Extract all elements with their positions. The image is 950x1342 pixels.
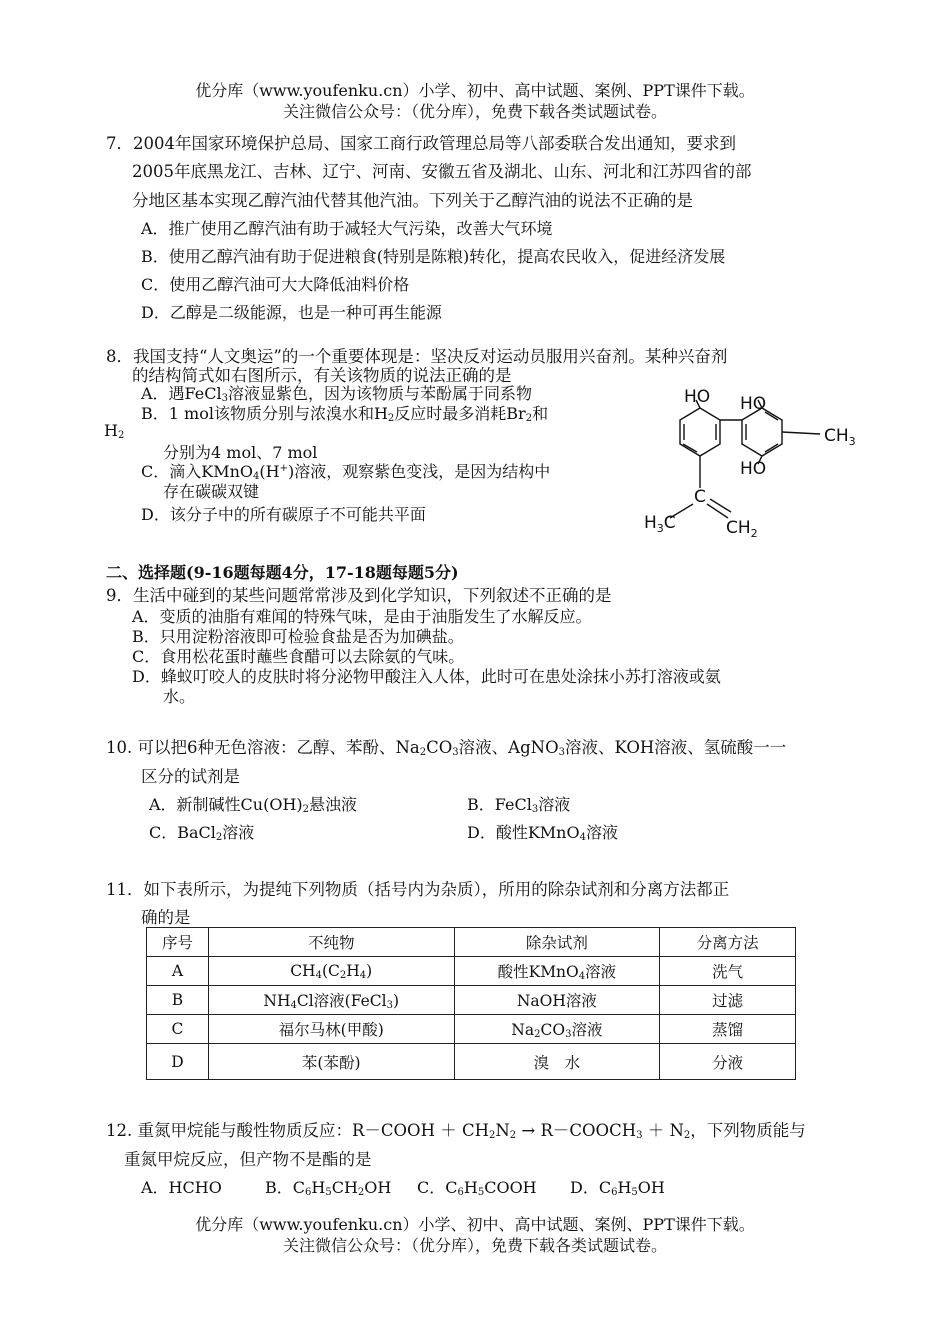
- q12-option-a: A．HCHO: [141, 1178, 222, 1197]
- table-cell-id: C: [147, 1015, 209, 1044]
- q12-stem-line-1: 12. 重氮甲烷能与酸性物质反应：R－COOH ＋ $CH_2N_2$ → $R-COOCH_3 + N_2$，下列物质能与: [106, 1121, 806, 1141]
- table-row: [147, 986, 796, 1015]
- q11-stem-line-1: 11．如下表所示，为提纯下列物质（括号内为杂质），所用的除杂试剂和分离方法都正: [106, 880, 730, 899]
- footer-line-1: 优分库（www.youfenku.cn）小学、初中、高中试题、案例、PPT课件下载。: [195, 1215, 755, 1234]
- table-cell-impure: 福尔马林(甲酸): [208, 1015, 454, 1044]
- q8-stem-line-1: 8．我国支持“人文奥运”的一个重要体现是：坚决反对运动员服用兴奋剂。某种兴奋剂: [106, 347, 728, 366]
- q11-table: [146, 927, 796, 1080]
- table-cell-reagent: 酸性KMnO$_4$溶液: [454, 957, 660, 986]
- q8-option-b: B．1 mol该物质分别与浓溴水和$H_2$反应时最多消耗$Br_2$和: [141, 404, 549, 424]
- q8-option-b-line-2: 分别为4 mol、7 mol: [163, 443, 318, 462]
- q10-stem-line-1: 10. 可以把6种无色溶液：乙醇、苯酚、$Na_2CO_3$溶液、AgNO$_3$溶液、KOH溶液、氢硫酸一一: [106, 738, 787, 758]
- table-cell-reagent: 溴 水: [454, 1044, 660, 1080]
- q8-option-c-line-2: 存在碳碳双键: [163, 482, 260, 501]
- q12-stem-line-2: 重氮甲烷反应，但产物不是酯的是: [124, 1150, 372, 1169]
- table-cell-reagent: NaOH溶液: [454, 986, 660, 1015]
- q7-stem-line-1: 7．2004年国家环境保护总局、国家工商行政管理总局等八部委联合发出通知，要求到: [106, 134, 736, 153]
- q10-stem-line-2: 区分的试剂是: [141, 767, 240, 786]
- table-cell-id: A: [147, 957, 209, 986]
- mol-h3c: $H_3C$: [644, 513, 676, 535]
- table-header-row: [147, 928, 796, 957]
- q7-option-a: A．推广使用乙醇汽油有助于减轻大气污染，改善大气环境: [141, 219, 553, 238]
- q12-option-c: C．$C_6H_5COOH$: [417, 1178, 537, 1198]
- mol-ho-3: HO: [740, 459, 767, 479]
- table-cell-id: B: [147, 986, 209, 1015]
- q10-option-c: C．BaCl$_2$溶液: [149, 823, 255, 843]
- q8-option-c: C．滴入KMnO$_4$(H+)溶液，观察紫色变浅，是因为结构中: [141, 462, 551, 482]
- q9-option-a: A．变质的油脂有难闻的特殊气味，是由于油脂发生了水解反应。: [132, 607, 592, 626]
- table-cell-method: 蒸馏: [660, 1015, 796, 1044]
- q8-option-b-wrap: $H_2$: [104, 421, 125, 441]
- molecule-structure: [630, 378, 870, 548]
- q12-option-b: B．$C_6H_5CH_2OH$: [265, 1178, 392, 1198]
- table-row: [147, 957, 796, 986]
- q9-option-d-line-2: 水。: [163, 687, 196, 706]
- q7-stem-line-3: 分地区基本实现乙醇汽油代替其他汽油。下列关于乙醇汽油的说法不正确的是: [132, 191, 693, 210]
- q10-option-b: B．FeCl$_3$溶液: [467, 795, 571, 815]
- table-cell-method: 分液: [660, 1044, 796, 1080]
- q9-stem: 9．生活中碰到的某些问题常常涉及到化学知识，下列叙述不正确的是: [106, 586, 612, 605]
- q7-option-c: C．使用乙醇汽油可大大降低油料价格: [141, 275, 410, 294]
- table-header-cell: 序号: [147, 928, 209, 957]
- q7-option-d: D．乙醇是二级能源，也是一种可再生能源: [141, 303, 442, 322]
- table-header-cell: 除杂试剂: [454, 928, 660, 957]
- table-cell-id: D: [147, 1044, 209, 1080]
- q9-option-c: C．食用松花蛋时蘸些食醋可以去除氨的气味。: [132, 647, 465, 666]
- q11-stem-line-2: 确的是: [141, 908, 191, 927]
- q12-option-d: D．$C_6H_5OH$: [570, 1178, 665, 1198]
- q8-option-a: A．遇FeCl$_3$溶液显紫色，因为该物质与苯酚属于同系物: [141, 384, 533, 404]
- table-cell-method: 过滤: [660, 986, 796, 1015]
- q8-stem-line-2: 的结构简式如右图所示，有关该物质的说法正确的是: [132, 366, 512, 385]
- footer-line-2: 关注微信公众号：（优分库），免费下载各类试题试卷。: [282, 1236, 667, 1255]
- table-cell-impure: $CH_4(C_2H_4)$: [208, 957, 454, 986]
- table-cell-impure: $NH_4Cl$溶液(FeCl$_3$): [208, 986, 454, 1015]
- mol-ho-2: HO: [740, 394, 767, 414]
- header-line-2: 关注微信公众号：（优分库），免费下载各类试题试卷。: [282, 102, 667, 121]
- header-line-1: 优分库（www.youfenku.cn）小学、初中、高中试题、案例、PPT课件下载。: [195, 81, 755, 100]
- q7-option-b: B．使用乙醇汽油有助于促进粮食(特别是陈粮)转化，提高农民收入，促进经济发展: [141, 247, 726, 266]
- q10-option-d: D．酸性KMnO$_4$溶液: [467, 823, 618, 843]
- table-header-cell: 不纯物: [208, 928, 454, 957]
- mol-ho-1: HO: [684, 387, 711, 407]
- table-cell-method: 洗气: [660, 957, 796, 986]
- table-cell-impure: 苯(苯酚): [208, 1044, 454, 1080]
- mol-ch2: $CH_2$: [726, 518, 758, 540]
- table-row: [147, 1044, 796, 1080]
- q10-option-a: A．新制碱性$Cu(OH)_2$悬浊液: [149, 795, 358, 815]
- table-cell-reagent: $Na_2CO_3$溶液: [454, 1015, 660, 1044]
- q7-stem-line-2: 2005年底黑龙江、吉林、辽宁、河南、安徽五省及湖北、山东、河北和江苏四省的部: [132, 162, 752, 181]
- section-2-title: 二、选择题(9-16题每题4分，17-18题每题5分): [106, 563, 459, 582]
- q9-option-d: D．蜂蚁叮咬人的皮肤时将分泌物甲酸注入人体，此时可在患处涂抹小苏打溶液或氨: [132, 667, 721, 686]
- q8-option-d: D．该分子中的所有碳原子不可能共平面: [141, 505, 426, 524]
- table-row: [147, 1015, 796, 1044]
- mol-c: C: [694, 487, 706, 507]
- table-header-cell: 分离方法: [660, 928, 796, 957]
- mol-ch3: $CH_3$: [824, 426, 856, 448]
- q9-option-b: B．只用淀粉溶液即可检验食盐是否为加碘盐。: [132, 627, 464, 646]
